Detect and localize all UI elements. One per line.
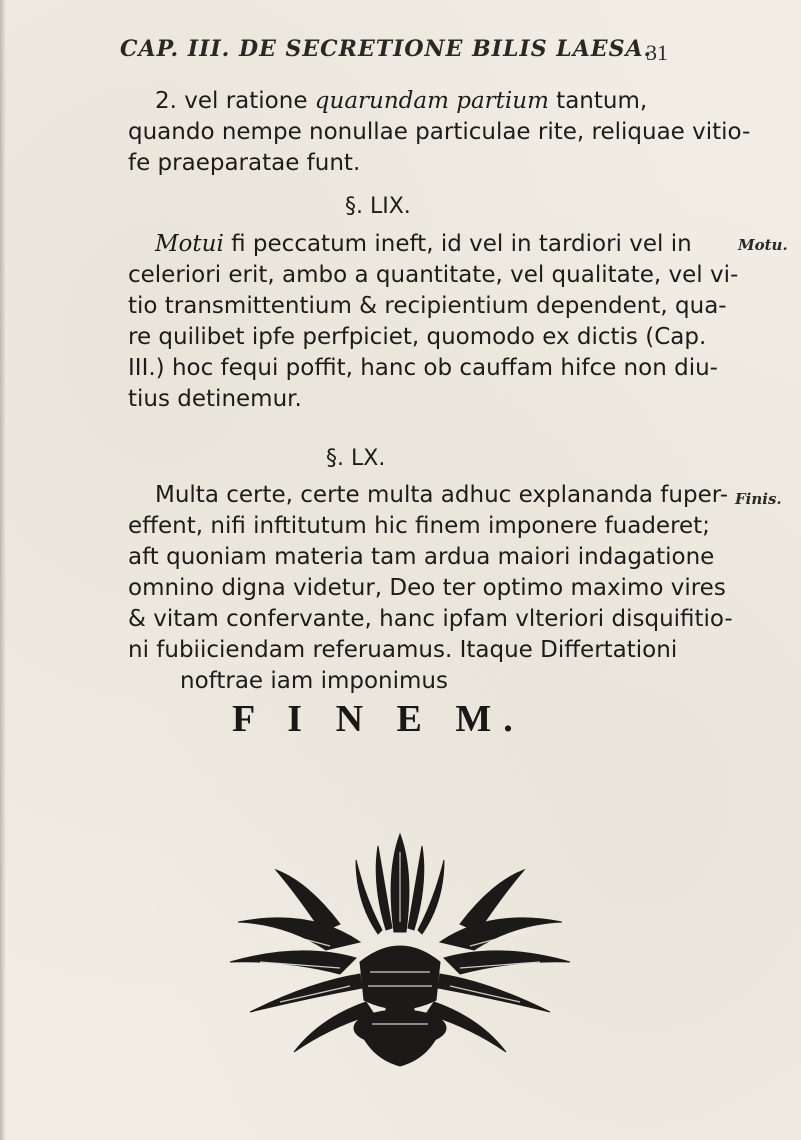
- text-line: tio transmittentium & recipientium dependent, qua-: [128, 293, 727, 319]
- margin-note: Motu.: [738, 236, 788, 254]
- text-line: aft quoniam materia tam ardua maiori indagatione: [128, 544, 715, 570]
- text-line: [155, 229, 692, 259]
- text-run: fi peccatum ineft, id vel in tardiori vel in: [223, 231, 692, 257]
- text-line: celeriori erit, ambo a quantitate, vel qualitate, vel vi-: [128, 262, 739, 288]
- text-line: tius detinemur.: [128, 386, 302, 412]
- text-line: re quilibet ipfe perfpiciet, quomodo ex dictis (Cap.: [128, 324, 707, 350]
- text-line: III.) hoc fequi poffit, hanc ob cauffam hifce non diu-: [128, 355, 718, 381]
- text-line: & vitam confervante, hanc ipfam vlteriori disquifitio-: [128, 606, 733, 632]
- text-line: Multa certe, certe multa adhuc explananda fuper-: [155, 482, 729, 508]
- text-run: tantum,: [548, 88, 648, 114]
- text-line: fe praeparatae funt.: [128, 150, 361, 176]
- text-line: ni fubiiciendam referuamus. Itaque Differtationi: [128, 637, 678, 663]
- text-line: quando nempe nonullae particulae rite, reliquae vitio-: [128, 119, 751, 145]
- finem-heading: F I N E M.: [232, 698, 525, 740]
- page-number: 31: [646, 40, 668, 65]
- text-line: effent, nifi inftitutum hic finem imponere fuaderet;: [128, 513, 710, 539]
- section-heading: §. LX.: [326, 446, 386, 471]
- section-heading: §. LIX.: [345, 194, 411, 219]
- text-line: noftrae iam imponimus: [180, 668, 448, 694]
- ornamental-fleuron-icon: [190, 812, 610, 1076]
- margin-note: Finis.: [735, 490, 782, 508]
- text-line: [155, 86, 647, 116]
- italic-phrase: quarundam partium: [314, 88, 549, 114]
- italic-word: Motui: [155, 231, 224, 257]
- page-edge-shadow: [0, 0, 6, 1140]
- text-line: omnino digna videtur, Deo ter optimo maximo vires: [128, 575, 726, 601]
- running-head: CAP. III. DE SECRETIONE BILIS LAESA.: [120, 36, 653, 62]
- text-run: 2. vel ratione: [155, 88, 315, 114]
